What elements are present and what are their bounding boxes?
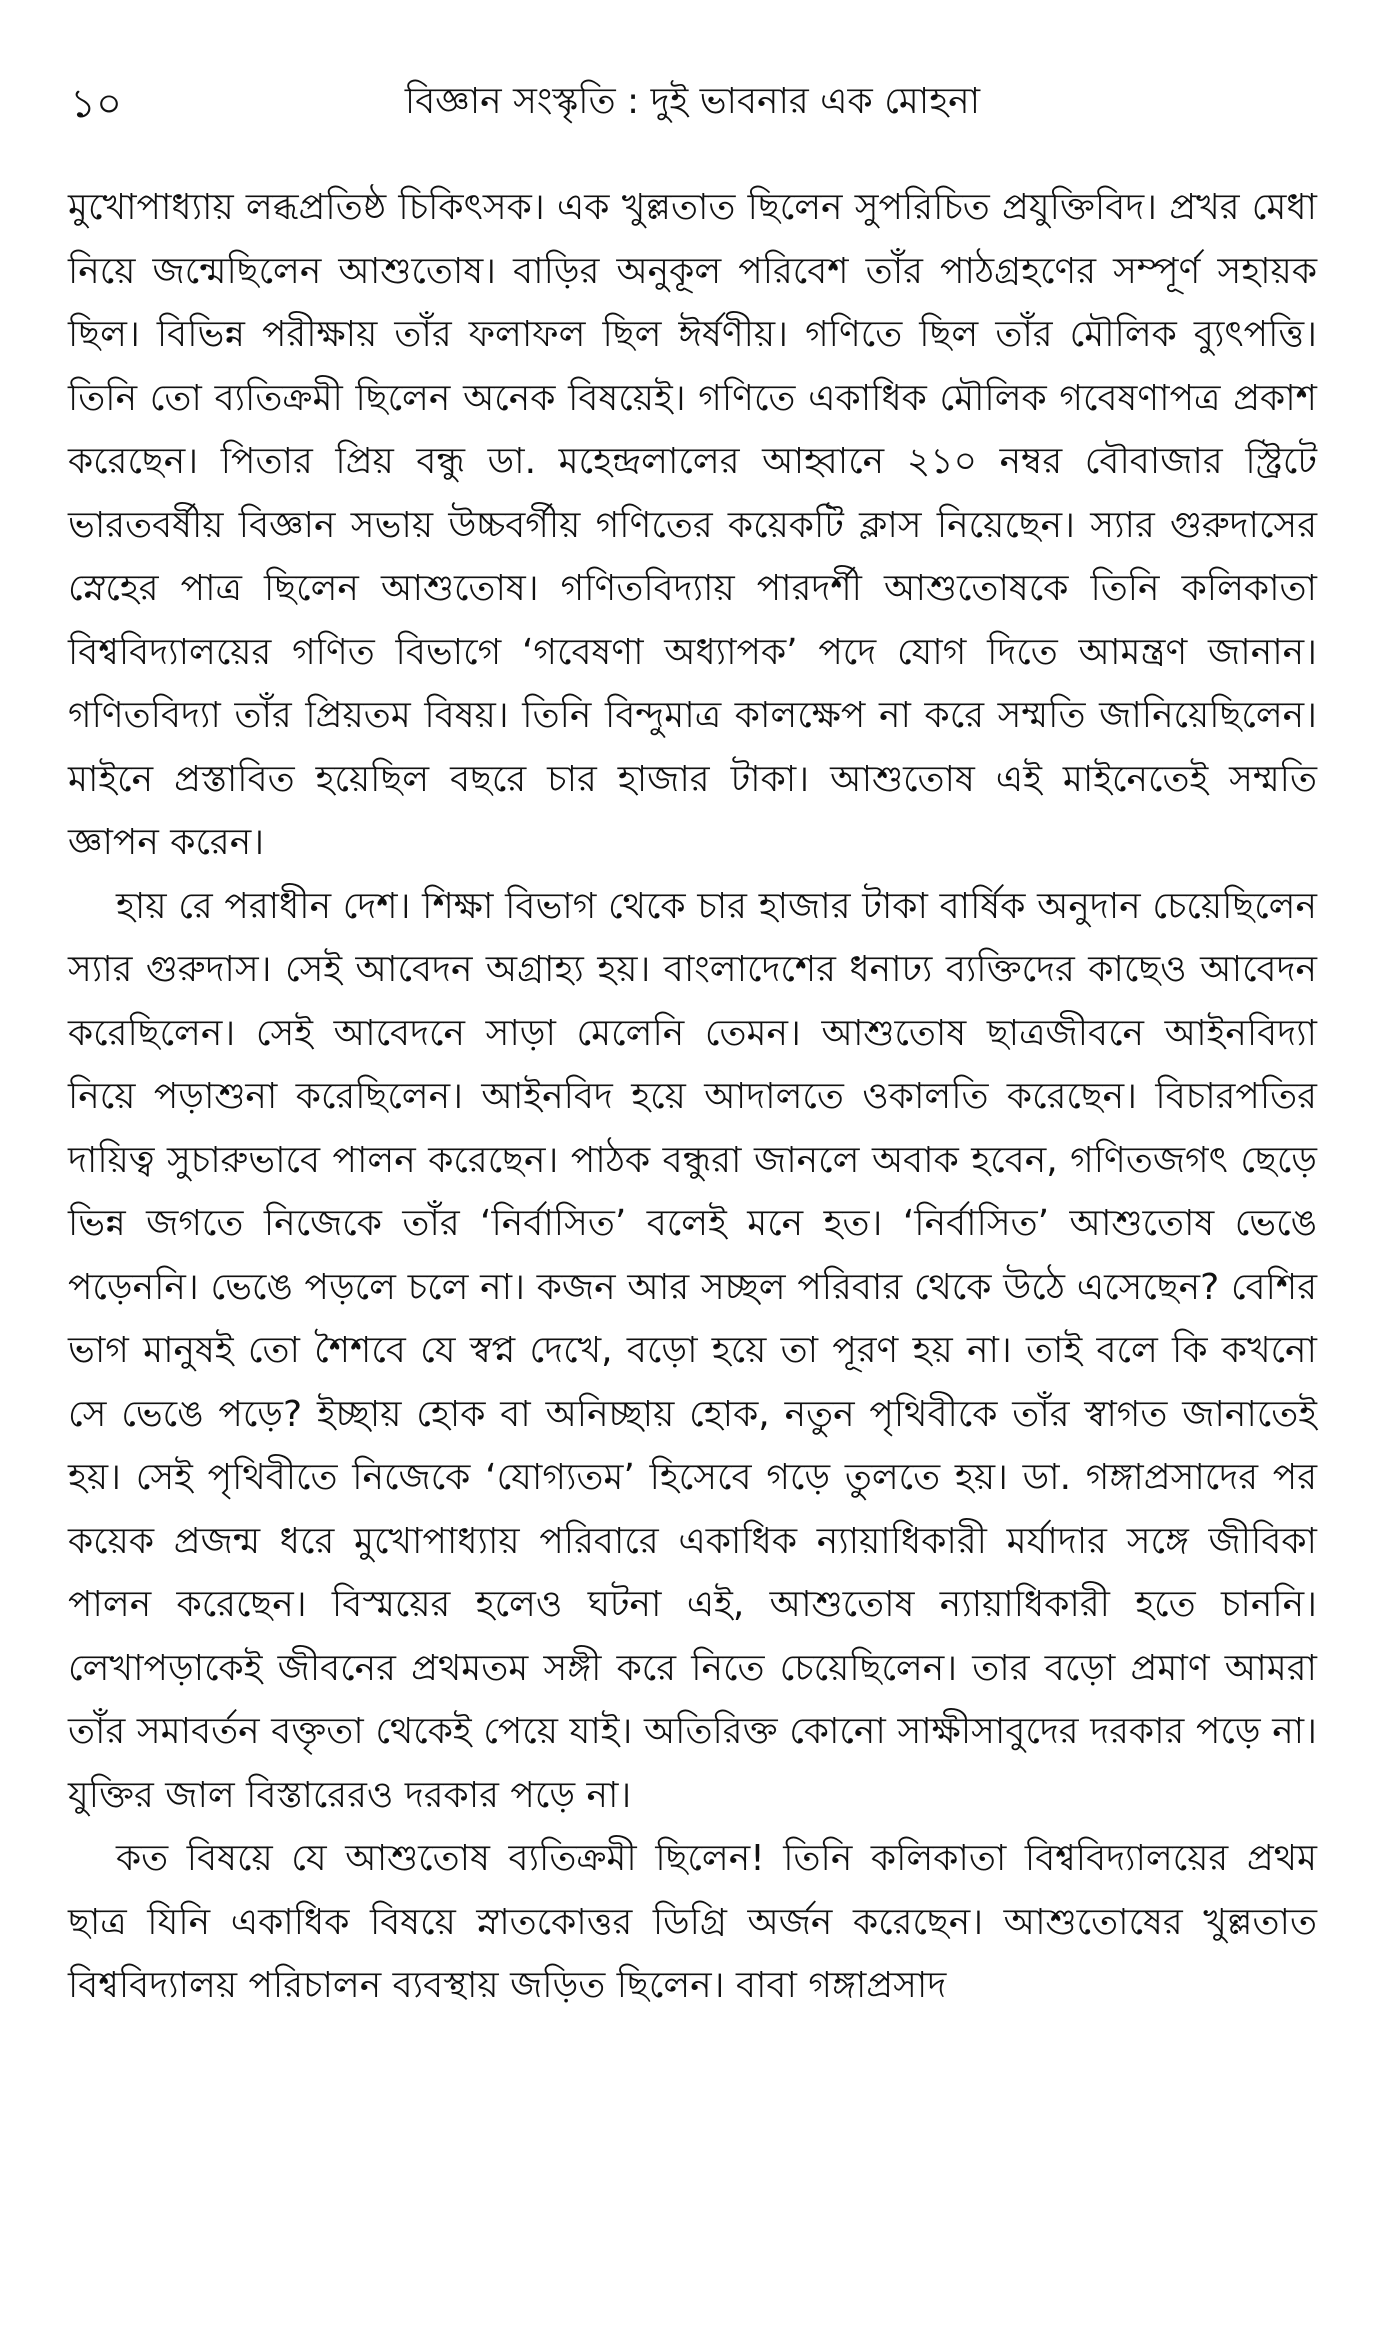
page-header (68, 80, 1317, 162)
body-text (68, 176, 1317, 2018)
paragraph-1: মুখোপাধ্যায় লব্ধপ্রতিষ্ঠ চিকিৎসক। এক খুল্লতাত ছিলেন সুপরিচিত প্রযুক্তিবিদ। প্রখর মেধা নিয়ে জন্মেছিলেন আশুতোষ। বাড়ির অনুকূল পরিবেশ তাঁর পাঠগ্রহণের সম্পূর্ণ সহায়ক ছিল। বিভিন্ন পরীক্ষায় তাঁর ফলাফল ছিল ঈর্ষণীয়। গণিতে ছিল তাঁর মৌলিক ব্যুৎপত্তি। তিনি তো ব্যতিক্রমী ছিলেন অনেক বিষয়েই। গণিতে একাধিক মৌলিক গবেষণাপত্র প্রকাশ করেছেন। পিতার প্রিয় বন্ধু ডা. মহেন্দ্রলালের আহ্বানে ২১০ নম্বর বৌবাজার স্ট্রিটে ভারতবর্ষীয় বিজ্ঞান সভায় উচ্চবর্গীয় গণিতের কয়েকটি ক্লাস নিয়েছেন। স্যার গুরুদাসের স্নেহের পাত্র ছিলেন আশুতোষ। গণিতবিদ্যায় পারদর্শী আশুতোষকে তিনি কলিকাতা বিশ্ববিদ্যালয়ের গণিত বিভাগে ‘গবেষণা অধ্যাপক’ পদে যোগ দিতে আমন্ত্রণ জানান। গণিতবিদ্যা তাঁর প্রিয়তম বিষয়। তিনি বিন্দুমাত্র কালক্ষেপ না করে সম্মতি জানিয়েছিলেন। মাইনে প্রস্তাবিত হয়েছিল বছরে চার হাজার টাকা। আশুতোষ এই মাইনেতেই সম্মতি জ্ঞাপন করেন। (68, 187, 1317, 863)
paragraph-3: কত বিষয়ে যে আশুতোষ ব্যতিক্রমী ছিলেন! তিনি কলিকাতা বিশ্ববিদ্যালয়ের প্রথম ছাত্র যিনি একাধিক বিষয়ে স্নাতকোত্তর ডিগ্রি অর্জন করেছেন। আশুতোষের খুল্লতাত বিশ্ববিদ্যালয় পরিচালন ব্যবস্থায় জড়িত ছিলেন। বাবা গঙ্গাপ্রসাদ (68, 1838, 1317, 2006)
page-number: ১০ (70, 81, 122, 127)
running-title: বিজ্ঞান সংস্কৃতি : দুই ভাবনার এক মোহনা (404, 81, 981, 122)
paragraph-2: হায় রে পরাধীন দেশ। শিক্ষা বিভাগ থেকে চার হাজার টাকা বার্ষিক অনুদান চেয়েছিলেন স্যার গুরুদাস। সেই আবেদন অগ্রাহ্য হয়। বাংলাদেশের ধনাঢ্য ব্যক্তিদের কাছেও আবেদন করেছিলেন। সেই আবেদনে সাড়া মেলেনি তেমন। আশুতোষ ছাত্রজীবনে আইনবিদ্যা নিয়ে পড়াশুনা করেছিলেন। আইনবিদ হয়ে আদালতে ওকালতি করেছেন। বিচারপতির দায়িত্ব সুচারুভাবে পালন করেছেন। পাঠক বন্ধুরা জানলে অবাক হবেন, গণিতজগৎ ছেড়ে ভিন্ন জগতে নিজেকে তাঁর ‘নির্বাসিত’ বলেই মনে হত। ‘নির্বাসিত’ আশুতোষ ভেঙে পড়েননি। ভেঙে পড়লে চলে না। কজন আর সচ্ছল পরিবার থেকে উঠে এসেছেন? বেশির ভাগ মানুষই তো শৈশবে যে স্বপ্ন দেখে, বড়ো হয়ে তা পূরণ হয় না। তাই বলে কি কখনো সে ভেঙে পড়ে? ইচ্ছায় হোক বা অনিচ্ছায় হোক, নতুন পৃথিবীকে তাঁর স্বাগত জানাতেই হয়। সেই পৃথিবীতে নিজেকে ‘যোগ্যতম’ হিসেবে গড়ে তুলতে হয়। ডা. গঙ্গাপ্রসাদের পর কয়েক প্রজন্ম ধরে মুখোপাধ্যায় পরিবারে একাধিক ন্যায়াধিকারী মর্যাদার সঙ্গে জীবিকা পালন করেছেন। বিস্ময়ের হলেও ঘটনা এই, আশুতোষ ন্যায়াধিকারী হতে চাননি। লেখাপড়াকেই জীবনের প্রথমতম সঙ্গী করে নিতে চেয়েছিলেন। তার বড়ো প্রমাণ আমরা তাঁর সমাবর্তন বক্তৃতা থেকেই পেয়ে যাই। অতিরিক্ত কোনো সাক্ষীসাবুদের দরকার পড়ে না। যুক্তির জাল বিস্তারেরও দরকার পড়ে না। (68, 885, 1317, 1816)
